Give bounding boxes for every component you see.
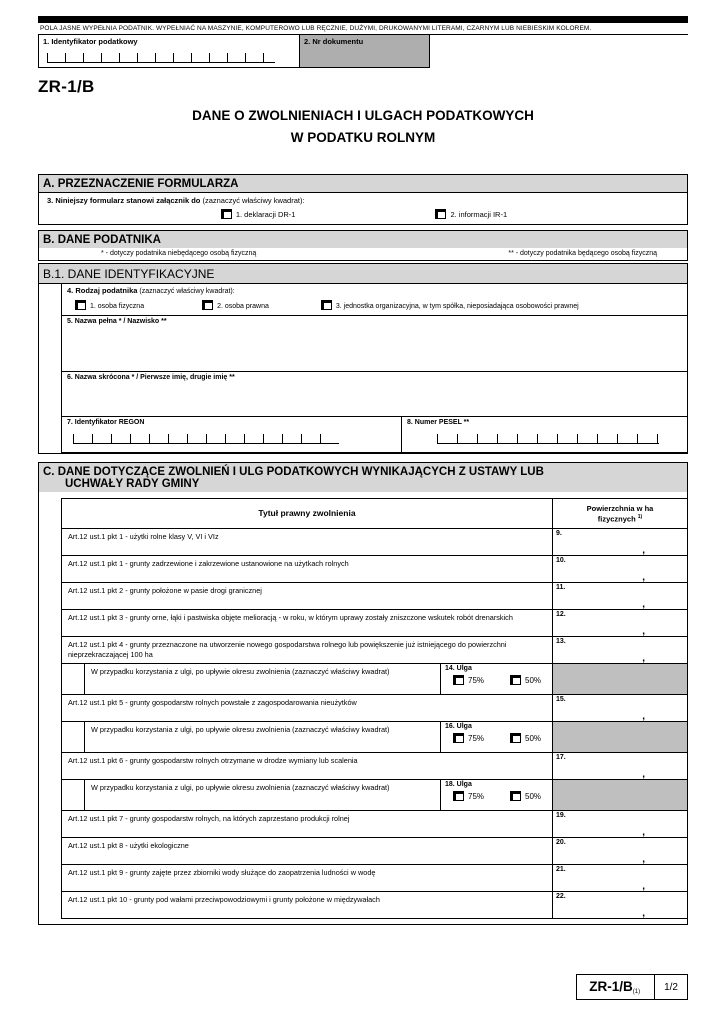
cell-number: 10.: [556, 557, 566, 565]
option-deklaracja-dr1: [221, 209, 296, 219]
section-c-title-line1: C. DANE DOTYCZĄCE ZWOLNIEŃ I ULG PODATKOWYCH WYNIKAJĄCYCH Z USTAWY LUB: [43, 465, 544, 478]
area-input-cell[interactable]: [552, 695, 687, 721]
decimal-comma: ,: [642, 881, 645, 893]
table-row: [62, 582, 687, 609]
table-row-ulga: [62, 779, 687, 810]
taxpayer-id-comb-input[interactable]: [47, 53, 275, 63]
footer-form-variant: (1): [632, 989, 641, 995]
area-input-cell[interactable]: [552, 610, 687, 636]
checkbox-jednostka-icon[interactable]: [321, 300, 332, 310]
ulga-inner: [84, 780, 552, 810]
option-50: [510, 733, 541, 743]
row-title: Art.12 ust.1 pkt 7 - grunty gospodarstw rolnych, na których zaprzestano produkcji rolnej: [68, 814, 350, 824]
footnote-ref-1: 1): [637, 514, 643, 521]
area-input-cell[interactable]: [552, 556, 687, 582]
ulga-row-left: [62, 722, 552, 752]
area-cell-disabled: [552, 780, 687, 810]
table-row: [62, 891, 687, 918]
document-number-field: [300, 35, 430, 68]
checkbox-75-icon[interactable]: [453, 791, 464, 801]
cell-number: 19.: [556, 812, 566, 820]
option-50-label: 50%: [525, 792, 542, 802]
decimal-comma: ,: [642, 653, 645, 665]
section-a: [38, 174, 688, 225]
ulga-cell-number: 14. Ulga: [445, 665, 472, 673]
table-row: [62, 810, 687, 837]
table-row: [62, 864, 687, 891]
field-6-label: 6. Nazwa skrócona * / Pierwsze imię, drugie imię **: [67, 373, 235, 381]
section-b: [38, 230, 688, 261]
column-header-title: Tytuł prawny zwolnienia: [258, 508, 356, 519]
footer-form-code: ZR-1/B(1): [576, 974, 655, 1000]
option-informacja-ir1-label: 2. informacji IR-1: [450, 209, 508, 219]
ulga-indent: [62, 722, 84, 752]
section-b-footnotes: [39, 248, 687, 260]
section-b1: [38, 263, 688, 454]
area-input-cell[interactable]: [552, 529, 687, 555]
ulga-row-left: [62, 780, 552, 810]
row-title: Art.12 ust.1 pkt 1 - grunty zadrzewione i zakrzewione ustanowione na użytkach rolnych: [68, 559, 349, 569]
decimal-comma: ,: [642, 769, 645, 781]
ulga-indent: [62, 780, 84, 810]
option-50-label: 50%: [525, 676, 542, 686]
ulga-row-left: [62, 664, 552, 694]
option-50: [510, 791, 541, 801]
checkbox-osoba-fizyczna-icon[interactable]: [75, 300, 86, 310]
question-4-options: [75, 300, 682, 310]
field-7-regon[interactable]: [62, 417, 402, 452]
taxpayer-id-field[interactable]: [38, 35, 300, 68]
header-fields: [38, 35, 688, 68]
option-75: [453, 791, 484, 801]
ulga-cell: [440, 722, 552, 752]
table-row: [62, 555, 687, 582]
area-cell-disabled: [552, 722, 687, 752]
field-5-nazwa-pelna[interactable]: [61, 315, 687, 372]
checkbox-osoba-prawna-icon[interactable]: [202, 300, 213, 310]
table-row: [62, 528, 687, 555]
option-jednostka-organizacyjna: [321, 300, 579, 310]
section-c-title-line2: UCHWAŁY RADY GMINY: [65, 477, 200, 490]
decimal-comma: ,: [642, 827, 645, 839]
checkbox-informacja-ir1-icon[interactable]: [435, 209, 446, 219]
row-title: Art.12 ust.1 pkt 3 - grunty orne, łąki i pastwiska objęte melioracją - w roku, w którym uprawy zostały zniszczone wskutek robót drenarskich: [68, 613, 513, 623]
row-title: Art.12 ust.1 pkt 4 - grunty przeznaczone na utworzenie nowego gospodarstwa rolnego lub powiększenie już istniejącego do powierzchni nieprzekraczającej 100 ha: [68, 640, 507, 659]
table-row: [62, 837, 687, 864]
row-title: Art.12 ust.1 pkt 2 - grunty położone w pasie drogi granicznej: [68, 586, 262, 596]
cell-number: 20.: [556, 839, 566, 847]
ulga-cell: [440, 664, 552, 694]
cell-number: 21.: [556, 866, 566, 874]
row-title: Art.12 ust.1 pkt 9 - grunty zajęte przez zbiorniki wody służące do zaopatrzenia ludności w wodę: [68, 868, 376, 878]
fill-instruction: POLA JASNE WYPEŁNIA PODATNIK. WYPEŁNIAĆ NA MASZYNIE, KOMPUTEROWO LUB RĘCZNIE, DUŻYMI, DRUKOWANYMI LITERAMI, CZARNYM LUB NIEBIESKIM KOLOREM.: [38, 23, 688, 35]
table-row: [62, 752, 687, 779]
area-input-cell[interactable]: [552, 865, 687, 891]
form-code: ZR-1/B: [38, 77, 95, 96]
section-c-title: [39, 463, 687, 492]
question-3-options: [47, 209, 681, 219]
checkbox-75-icon[interactable]: [453, 675, 464, 685]
option-informacja-ir1: [435, 209, 507, 219]
option-osoba-fizyczna-label: 1. osoba fizyczna: [90, 302, 145, 310]
pesel-comb-input[interactable]: [437, 434, 659, 444]
table-row: [62, 636, 687, 663]
question-4-label: [67, 286, 682, 295]
decimal-comma: ,: [642, 572, 645, 584]
top-black-bar: [38, 16, 688, 23]
decimal-comma: ,: [642, 599, 645, 611]
ulga-options: [445, 733, 548, 743]
field-8-pesel[interactable]: [402, 417, 687, 452]
option-osoba-fizyczna: [75, 300, 144, 310]
section-c: [38, 462, 688, 926]
field-8-label: 8. Numer PESEL **: [407, 418, 470, 426]
question-3-label-bold: 3. Niniejszy formularz stanowi załącznik do: [47, 195, 201, 205]
field-7-label: 7. Identyfikator REGON: [67, 418, 145, 426]
area-cell-disabled: [552, 664, 687, 694]
ulga-text: W przypadku korzystania z ulgi, po upływie okresu zwolnienia (zaznaczyć właściwy kwadrat): [91, 725, 390, 735]
question-3-label: [47, 196, 681, 205]
option-75-label: 75%: [468, 734, 485, 744]
checkbox-50-icon[interactable]: [510, 675, 521, 685]
table-header-row: [62, 499, 687, 529]
question-4-label-bold: 4. Rodzaj podatnika: [67, 285, 138, 295]
cell-number: 11.: [556, 584, 566, 592]
decimal-comma: ,: [642, 854, 645, 866]
section-b1-title: B.1. DANE IDENTYFIKACYJNE: [39, 264, 687, 284]
decimal-comma: ,: [642, 711, 645, 723]
ulga-cell-number: 16. Ulga: [445, 723, 472, 731]
field-4-rodzaj-podatnika: [61, 284, 687, 316]
table-row-ulga: [62, 721, 687, 752]
ulga-options: [445, 791, 548, 801]
decimal-comma: ,: [642, 545, 645, 557]
row-title: Art.12 ust.1 pkt 8 - użytki ekologiczne: [68, 841, 189, 851]
option-75: [453, 733, 484, 743]
option-osoba-prawna: [202, 300, 269, 310]
option-75-label: 75%: [468, 792, 485, 802]
option-75: [453, 675, 484, 685]
ulga-text: W przypadku korzystania z ulgi, po upływie okresu zwolnienia (zaznaczyć właściwy kwadrat): [91, 783, 390, 793]
decimal-comma: ,: [642, 908, 645, 920]
form-title-line2: W PODATKU ROLNYM: [290, 130, 436, 146]
question-3-label-rest: (zaznaczyć właściwy kwadrat):: [200, 195, 305, 205]
ulga-cell: [440, 780, 552, 810]
field-7-8-row: [61, 416, 687, 453]
cell-number: 9.: [556, 530, 562, 538]
ulga-cell-number: 18. Ulga: [445, 781, 472, 789]
area-input-cell[interactable]: [552, 811, 687, 837]
document-number-label: 2. Nr dokumentu: [304, 37, 364, 46]
ulga-inner: [84, 722, 552, 752]
regon-comb-input[interactable]: [73, 434, 339, 444]
ulga-text: W przypadku korzystania z ulgi, po upływie okresu zwolnienia (zaznaczyć właściwy kwadrat): [91, 667, 390, 677]
decimal-comma: ,: [642, 626, 645, 638]
row-title: Art.12 ust.1 pkt 1 - użytki rolne klasy V, VI i VIz: [68, 532, 219, 542]
table-row: [62, 609, 687, 636]
footnote-double-star: ** - dotyczy podatnika będącego osobą fizyczną: [508, 249, 657, 257]
form-title-line1: DANE O ZWOLNIENIACH I ULGACH PODATKOWYCH: [192, 108, 534, 123]
cell-number: 13.: [556, 638, 566, 646]
footnote-single-star: * - dotyczy podatnika niebędącego osobą fizyczną: [101, 249, 257, 257]
row-title: Art.12 ust.1 pkt 5 - grunty gospodarstw rolnych powstałe z zagospodarowania nieużytków: [68, 698, 357, 708]
cell-number: 12.: [556, 611, 566, 619]
ulga-indent: [62, 664, 84, 694]
section-b1-body: [61, 284, 687, 453]
taxpayer-id-label: 1. Identyfikator podatkowy: [43, 37, 138, 46]
field-5-label: 5. Nazwa pełna * / Nazwisko **: [67, 317, 167, 325]
table-row: [62, 694, 687, 721]
area-input-cell[interactable]: [552, 753, 687, 779]
field-6-nazwa-skrocona[interactable]: [61, 371, 687, 417]
row-title: Art.12 ust.1 pkt 6 - grunty gospodarstw rolnych otrzymane w drodze wymiany lub scalenia: [68, 756, 358, 766]
row-title: Art.12 ust.1 pkt 10 - grunty pod wałami przeciwpowodziowymi i grunty położone w międzywałach: [68, 895, 380, 905]
page-footer: [576, 974, 688, 1000]
checkbox-50-icon[interactable]: [510, 791, 521, 801]
option-50-label: 50%: [525, 734, 542, 744]
ulga-options: [445, 675, 548, 685]
option-50: [510, 675, 541, 685]
option-jednostka-label: 3. jednostka organizacyjna, w tym spółka, nieposiadająca osobowości prawnej: [335, 302, 579, 310]
checkbox-deklaracja-dr1-icon[interactable]: [221, 209, 232, 219]
option-osoba-prawna-label: 2. osoba prawna: [217, 302, 269, 310]
option-75-label: 75%: [468, 676, 485, 686]
form-title: [38, 105, 688, 150]
section-b-title: B. DANE PODATNIKA: [39, 231, 687, 248]
table-row-ulga: [62, 663, 687, 694]
section-a-content: [39, 193, 687, 224]
cell-number: 15.: [556, 696, 566, 704]
column-header-area-line1: Powierzchnia w ha: [586, 503, 654, 513]
area-input-cell[interactable]: [552, 583, 687, 609]
checkbox-50-icon[interactable]: [510, 733, 521, 743]
ulga-inner: [84, 664, 552, 694]
area-input-cell[interactable]: [552, 892, 687, 918]
column-header-area: [552, 499, 687, 529]
area-input-cell[interactable]: [552, 637, 687, 663]
section-a-title: A. PRZEZNACZENIE FORMULARZA: [39, 175, 687, 193]
exemptions-table: [61, 498, 687, 920]
option-deklaracja-dr1-label: 1. deklaracji DR-1: [235, 209, 296, 219]
column-header-area-line2: fizycznych $^{1)}$: [597, 514, 643, 524]
checkbox-75-icon[interactable]: [453, 733, 464, 743]
question-4-label-rest: (zaznaczyć właściwy kwadrat):: [137, 287, 235, 295]
cell-number: 22.: [556, 893, 566, 901]
area-input-cell[interactable]: [552, 838, 687, 864]
cell-number: 17.: [556, 754, 566, 762]
footer-page-number: 1/2: [655, 974, 688, 1000]
